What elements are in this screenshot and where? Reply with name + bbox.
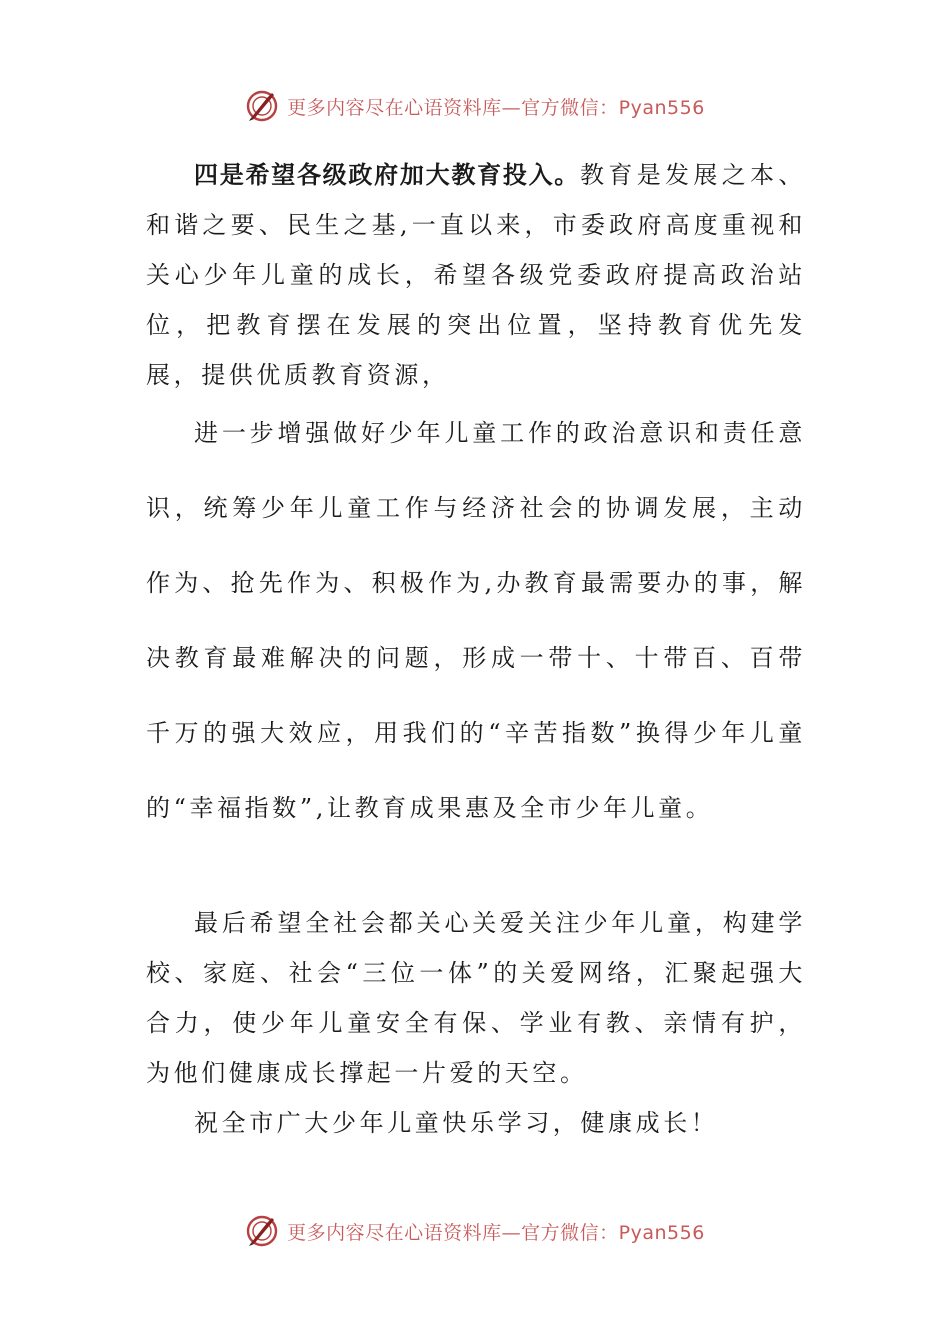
watermark-text: 更多内容尽在心语资料库—官方微信：Pyan556 <box>287 96 705 119</box>
wechat-id: Pyan556 <box>618 96 705 119</box>
paragraph-society-care: 最后希望全社会都关心关爱关注少年儿童，构建学校、家庭、社会“三位一体”的关爱网络，汇聚起强大合力，使少年儿童安全有保、学业有教、亲情有护，为他们健康成长撑起一片爱的天空。 <box>146 909 806 1087</box>
paragraph-education-investment <box>146 150 806 400</box>
paragraph-political-awareness: 进一步增强做好少年儿童工作的政治意识和责任意识，统筹少年儿童工作与经济社会的协调发展，主动作为、抢先作为、积极作为,办教育最需要办的事，解决教育最难解决的问题，形成一带十、十带百、百带千万的强大效应，用我们的“辛苦指数”换得少年儿童的“幸福指数”,让教育成果惠及全市少年儿童。 <box>146 419 806 822</box>
header-watermark <box>0 86 950 126</box>
pen-logo-icon <box>245 89 279 123</box>
paragraph-lead: 四是希望各级政府加大教育投入。 <box>194 161 581 189</box>
watermark-text: 更多内容尽在心语资料库—官方微信：Pyan556 <box>287 1221 705 1244</box>
paragraph-body: 教育是发展之本、和谐之要、民生之基,一直以来，市委政府高度重视和关心少年儿童的成长，希望各级党委政府提高政治站位，把教育摆在发展的突出位置，坚持教育优先发展，提供优质教育资源， <box>146 161 806 389</box>
paragraph-closing-wish: 祝全市广大少年儿童快乐学习，健康成长！ <box>194 1109 719 1137</box>
wechat-id: Pyan556 <box>618 1221 705 1244</box>
footer-watermark <box>0 1211 950 1251</box>
pen-logo-icon <box>245 1214 279 1248</box>
